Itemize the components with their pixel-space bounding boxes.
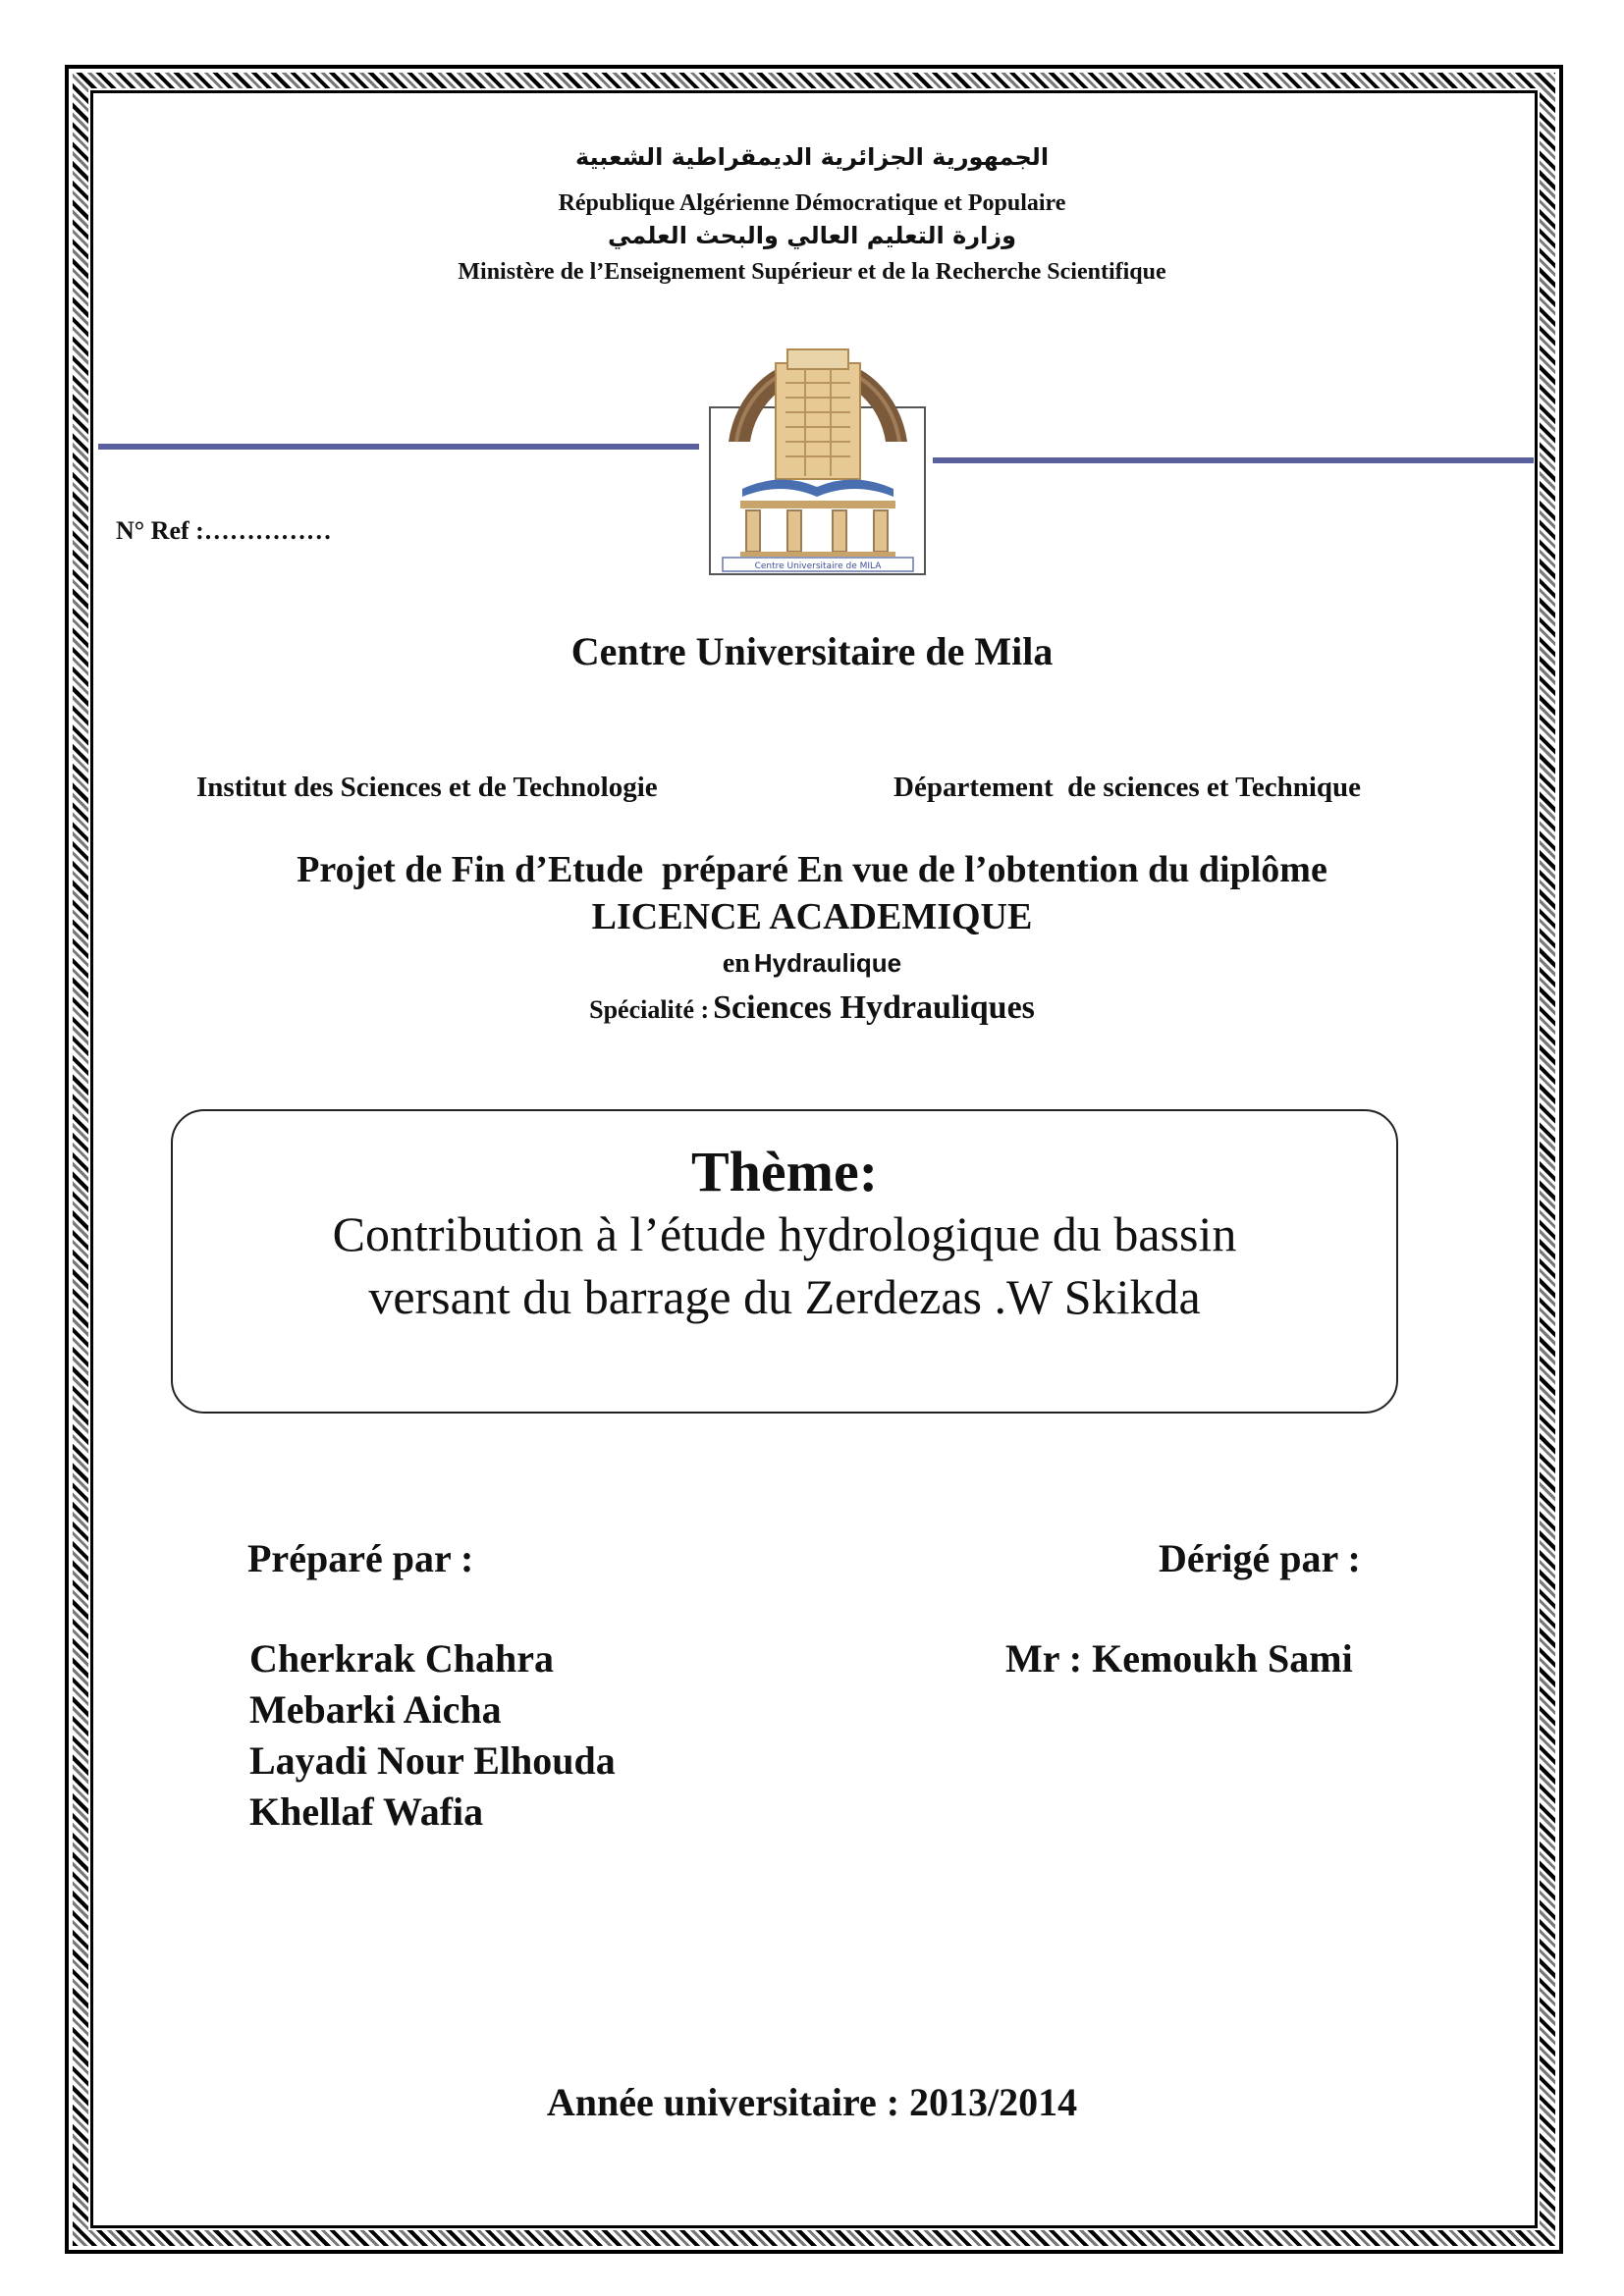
theme-title-line1: Contribution à l’étude hydrologique du bassin (332, 1206, 1237, 1261)
republic-french: République Algérienne Démocratique et Populaire (558, 190, 1066, 216)
field-prefix: en (722, 948, 750, 979)
institute-name: Institut des Sciences et de Technologie (196, 772, 658, 803)
theme-label: Thème: (690, 1140, 879, 1203)
author-name: Layadi Nour Elhouda (249, 1738, 616, 1783)
author-name: Khellaf Wafia (249, 1789, 484, 1834)
specialty-line (0, 989, 1624, 1027)
theme-box (171, 1109, 1398, 1414)
department-name: Département de sciences et Technique (893, 772, 1362, 803)
specialty-label: Spécialité : (589, 995, 710, 1024)
academic-year: Année universitaire : 2013/2014 (546, 2080, 1078, 2124)
prepared-by-label: Préparé par : (247, 1536, 474, 1580)
field-name: Hydraulique (753, 948, 902, 978)
degree-name: LICENCE ACADEMIQUE (591, 896, 1033, 937)
republic-arabic: الجمهورية الجزائرية الديمقراطية الشعبية (574, 143, 1050, 171)
specialty-name: Sciences Hydrauliques (713, 989, 1035, 1026)
ministry-french: Ministère de l’Enseignement Supérieur et de la Recherche Scientifique (458, 259, 1166, 285)
supervisor-name: Mr : Kemoukh Sami (1005, 1636, 1353, 1681)
header-rule-right (933, 457, 1534, 463)
theme-title-line2: versant du barrage du Zerdezas .W Skikda (368, 1269, 1201, 1324)
reference-number: N° Ref :…………… (116, 516, 332, 545)
university-name: Centre Universitaire de Mila (570, 629, 1054, 673)
project-description: Projet de Fin d’Etude préparé En vue de l’obtention du diplôme (297, 849, 1327, 890)
university-logo (707, 324, 928, 577)
header-rule-left (98, 444, 699, 450)
logo-caption: Centre Universitaire de MILA (754, 561, 882, 571)
supervised-by-label: Dérigé par : (1159, 1536, 1361, 1580)
author-name: Mebarki Aicha (249, 1687, 502, 1732)
ministry-arabic: وزارة التعليم العالي والبحث العلمي (607, 222, 1017, 249)
author-name: Cherkrak Chahra (249, 1636, 555, 1681)
field-line (0, 948, 1624, 980)
